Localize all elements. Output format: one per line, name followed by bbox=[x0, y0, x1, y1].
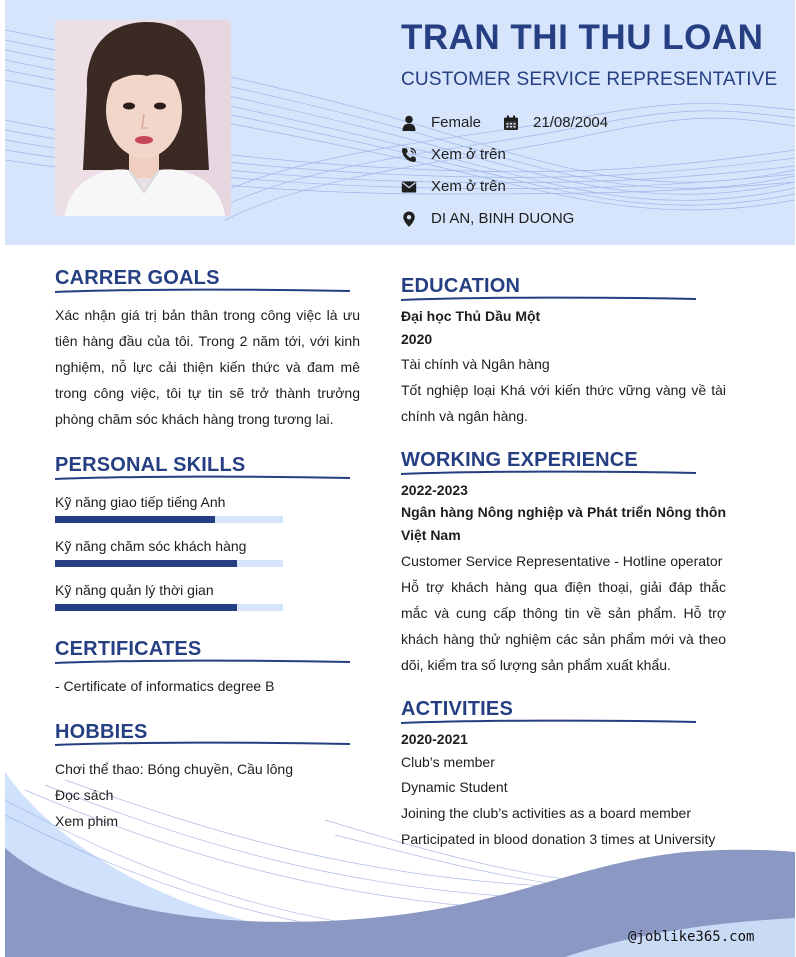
user-icon bbox=[401, 115, 417, 131]
watermark: @joblike365.com bbox=[628, 929, 755, 945]
hobby-item: Đọc sách bbox=[55, 787, 114, 803]
experience-company: Ngân hàng Nông nghiệp và Phát triển Nông thôn Việt Nam bbox=[401, 504, 726, 543]
gender-value: Female bbox=[431, 114, 482, 131]
contact-gender-birthdate bbox=[401, 114, 608, 131]
education-year: 2020 bbox=[401, 331, 433, 347]
hobbies-underline bbox=[55, 741, 350, 747]
activities-period: 2020-2021 bbox=[401, 731, 468, 747]
activity-item: Club’s member bbox=[401, 754, 495, 770]
activity-item: Participated in blood donation 3 times at University bbox=[401, 831, 716, 847]
activities-title: ACTIVITIES bbox=[401, 698, 514, 720]
experience-description: Hỗ trợ khách hàng qua điện thoại, giải đáp thắc mắc và cung cấp thông tin về sản phẩm. Hỗ trợ khách hàng thử nghiệm các sản phẩm mới và theo dõi, kiểm tra số lượng sản phẩm xuất khẩu. bbox=[401, 579, 726, 673]
experience-underline bbox=[401, 470, 696, 476]
profile-photo bbox=[55, 20, 231, 216]
career-goals-title: CARRER GOALS bbox=[55, 267, 220, 289]
location-pin-icon bbox=[401, 211, 417, 227]
calendar-icon bbox=[503, 115, 519, 131]
phone-value: Xem ở trên bbox=[431, 146, 506, 163]
experience-title: WORKING EXPERIENCE bbox=[401, 449, 638, 471]
bottom-wave-decoration bbox=[5, 760, 795, 957]
phone-icon bbox=[401, 147, 417, 163]
education-underline bbox=[401, 296, 696, 302]
skill-label: Kỹ năng chăm sóc khách hàng bbox=[55, 538, 247, 554]
birthdate-value: 21/08/2004 bbox=[533, 114, 609, 131]
candidate-name: TRAN THI THU LOAN bbox=[401, 18, 764, 57]
career-goals-underline bbox=[55, 288, 350, 294]
education-major: Tài chính và Ngân hàng bbox=[401, 356, 550, 372]
certificate-item: - Certificate of informatics degree B bbox=[55, 678, 275, 694]
education-title: EDUCATION bbox=[401, 275, 521, 297]
experience-position: Customer Service Representative - Hotline operator bbox=[401, 553, 723, 569]
skill-bar-fill bbox=[55, 604, 237, 611]
email-value: Xem ở trên bbox=[431, 178, 506, 195]
contact-phone bbox=[401, 146, 506, 163]
hobby-item: Xem phim bbox=[55, 813, 119, 829]
skill-bar-fill bbox=[55, 516, 215, 523]
personal-skills-underline bbox=[55, 475, 350, 481]
skill-bar bbox=[55, 604, 283, 611]
experience-period: 2022-2023 bbox=[401, 482, 468, 498]
skill-label: Kỹ năng quản lý thời gian bbox=[55, 582, 214, 598]
skill-label: Kỹ năng giao tiếp tiếng Anh bbox=[55, 494, 226, 510]
certificates-title: CERTIFICATES bbox=[55, 638, 202, 660]
mail-icon bbox=[401, 179, 417, 195]
activity-item: Joining the club’s activities as a board member bbox=[401, 805, 692, 821]
activities-underline bbox=[401, 719, 696, 725]
certificates-underline bbox=[55, 659, 350, 665]
cv-page bbox=[5, 0, 795, 957]
education-school: Đại học Thủ Dầu Một bbox=[401, 308, 541, 324]
job-title: CUSTOMER SERVICE REPRESENTATIVE bbox=[401, 69, 778, 90]
hobbies-title: HOBBIES bbox=[55, 721, 148, 743]
personal-skills-title: PERSONAL SKILLS bbox=[55, 454, 246, 476]
skill-bar bbox=[55, 516, 283, 523]
contact-address bbox=[401, 210, 574, 227]
education-description: Tốt nghiệp loại Khá với kiến thức vững vàng về tài chính và ngân hàng. bbox=[401, 382, 726, 424]
address-value: DI AN, BINH DUONG bbox=[431, 210, 575, 227]
career-goals-text: Xác nhận giá trị bản thân trong công việc là ưu tiên hàng đầu của tôi. Trong 2 năm tới, với kinh nghiệm, nỗ lực cải thiện kiến thức và đam mê trong công việc, tôi tự tin sẽ trở thành trưởng phòng chăm sóc khách hàng trong tương lai. bbox=[55, 307, 360, 427]
contact-email bbox=[401, 178, 506, 195]
skill-bar-fill bbox=[55, 560, 237, 567]
skill-bar bbox=[55, 560, 283, 567]
activity-item: Dynamic Student bbox=[401, 779, 508, 795]
hobby-item: Chơi thể thao: Bóng chuyền, Cầu lông bbox=[55, 761, 294, 777]
